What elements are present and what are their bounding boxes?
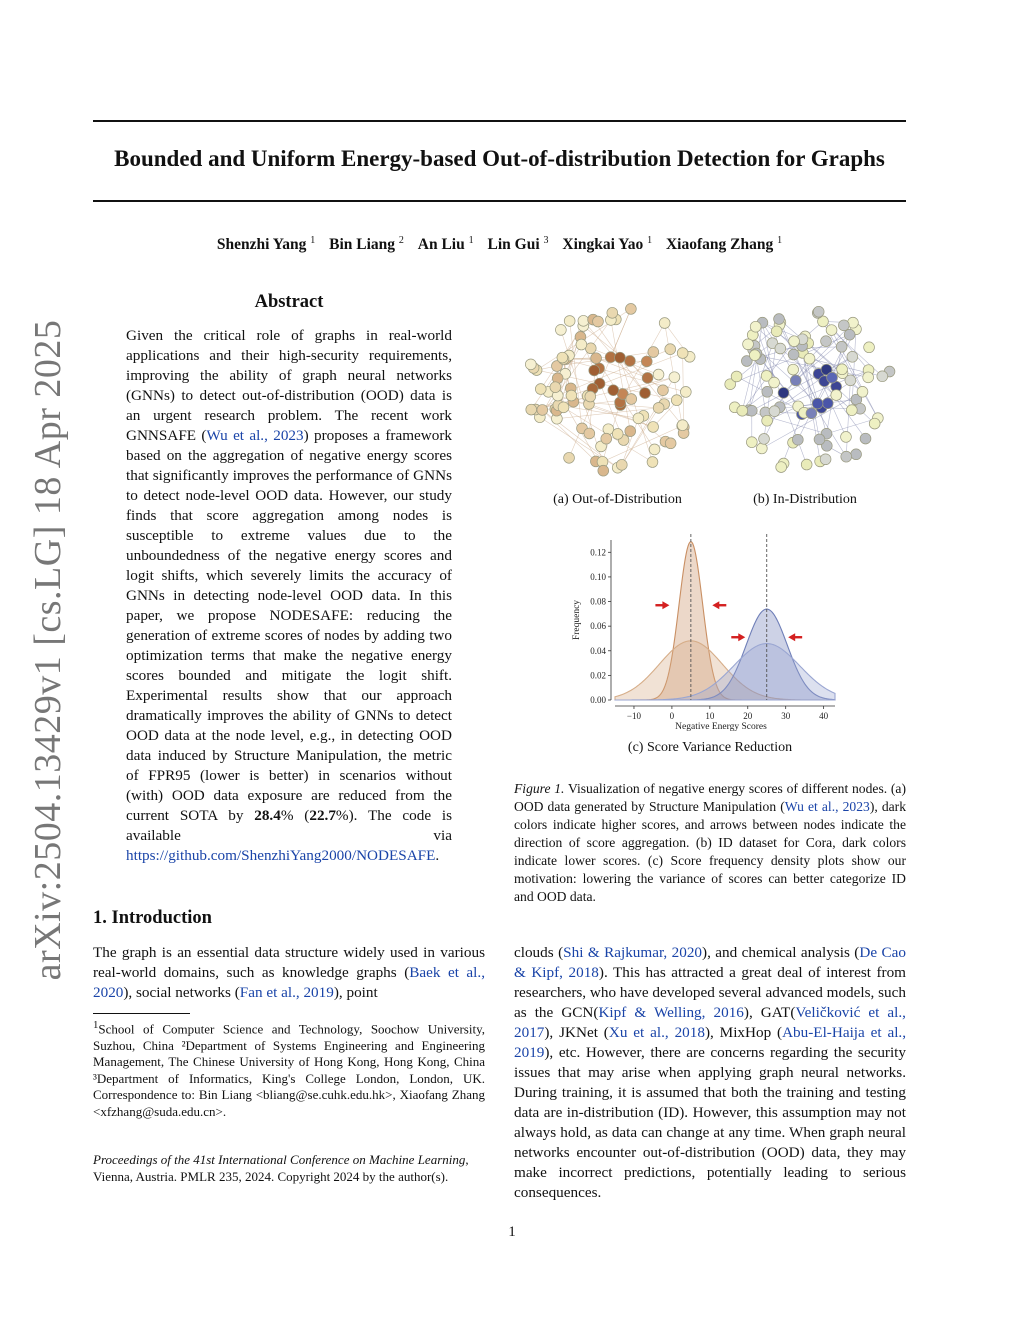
graph-node [589,365,600,376]
y-tick-label: 0.10 [590,571,606,582]
page-number: 1 [508,1224,516,1240]
x-tick-label: −10 [626,711,642,721]
graph-node [845,375,856,386]
graph-node [776,462,787,473]
author: An Liu $^1$ [417,235,474,254]
proceedings-note: Proceedings of the 41st International Conference on Machine Learning, Vienna, Austria. PMLR 235, 2024. Copyright 2024 by the author(s). [93,1152,469,1184]
graph-node [665,438,676,449]
graph-node [846,405,857,416]
y-axis-label: Frequency [572,599,582,641]
y-tick-label: 0.00 [590,695,606,705]
graph-node [737,405,748,416]
graph-node [769,377,780,388]
graph-node [789,336,800,347]
graph-node [826,325,837,336]
graph-node [576,339,587,350]
graph-node [756,443,767,454]
graph-node [788,364,799,375]
x-tick-label: 10 [705,711,715,721]
graph-node [537,405,548,416]
citation-link[interactable]: Kipf & Welling, 2016 [598,1004,744,1021]
graph-node [558,402,569,413]
graph-node [525,359,536,370]
author: Xiaofang Zhang $^1$ [665,235,783,254]
footnote-rule [93,1013,190,1014]
code-link[interactable]: https://github.com/ShenzhiYang2000/NODESAFE [126,847,436,864]
graph-node [616,459,627,470]
intro-paragraph-left: The graph is an essential data structure widely used in various real-world domains, such as knowledge graphs (Baek et al., 2020), social networks (Fan et al., 2019), point [93,944,485,1001]
graph-node [831,390,842,401]
y-tick-label: 0.12 [590,547,606,558]
citation-link[interactable]: Xu et al., 2018 [608,1024,705,1041]
graph-node [847,351,858,362]
graph-node [844,329,855,340]
graph-node [877,371,888,382]
graph-node [806,408,817,419]
citation-link[interactable]: Veličković et al., 2017 [514,1004,906,1041]
graph-node [869,418,880,429]
graph-node [851,449,862,460]
section-heading-introduction: 1. Introduction [93,908,212,928]
graph-node [593,316,604,327]
graph-node [615,352,626,363]
affiliation-footnote: $^1$School of Computer Science and Technology, Soochow University, Suzhou, China ²Department of Systems Engineering and Engineering Management, The Chinese University of Hong Kong, Hong Kong, China ³Department of Informatics, King's College London, London, UK. Correspondence to: Bin Liang <bliang@se.cuhk.edu.hk>, Xiaofang Zhang <xfzhang@suda.edu.cn>. [93,1019,485,1119]
graph-visualizations [520,298,910,488]
graph-node [625,304,636,315]
subfigure-a-caption: (a) Out-of-Distribution [553,492,682,507]
author-list [93,235,906,254]
graph-node [564,316,575,327]
graph-node [550,382,561,393]
graph-node [653,369,664,380]
x-tick-label: 30 [781,711,791,721]
paper-title: Bounded and Uniform Energy-based Out-of-distribution Detection for Graphs [114,146,885,171]
graph-node [778,387,789,398]
graph-node [612,428,623,439]
graph-node [578,315,589,326]
graph-node [750,321,761,332]
graph-node [790,375,801,386]
graph-node [837,364,848,375]
graph-node [841,431,852,442]
graph-node [665,344,676,355]
citation-link[interactable]: Wu et al., 2023 [784,799,870,814]
graph-node [584,428,595,439]
figure-caption: Figure 1. Visualization of negative energy scores of different nodes. (a) OOD data generated by Structure Manipulation (Wu et al., 2023), dark colors indicate higher scores, and arrows between nodes indicate the direction of score aggregation. (b) ID dataset for Cora, dark colors indicate lower scores. (c) Score frequency density plots show our motivation: lowering the variance of scores can better categorize ID and OOD data. [514,781,907,904]
score-density-chart [565,525,855,735]
graph-node [608,385,619,396]
graph-node [633,413,644,424]
graph-node [658,385,669,396]
graph-node [535,384,546,395]
graph-node [801,459,812,470]
graph-node [812,398,823,409]
graph-node [769,406,780,417]
graph-node [677,348,688,359]
id-graph [725,306,895,472]
graph-node [680,387,691,398]
graph-node [671,395,682,406]
graph-node [827,372,838,383]
graph-node [653,402,664,413]
graph-node [659,318,670,329]
graph-node [762,386,773,397]
graph-node [647,457,658,468]
graph-node [669,372,680,383]
graph-node [591,353,602,364]
graph-node [626,394,637,405]
graph-node [788,349,799,360]
x-tick-label: 0 [669,711,675,721]
graph-node [759,434,770,445]
graph-node [771,326,782,337]
graph-node [836,341,847,352]
y-tick-label: 0.04 [590,645,606,656]
graph-node [792,434,803,445]
title-top-rule [93,120,906,122]
graph-node [601,433,612,444]
author: Bin Liang $^2$ [329,235,404,254]
x-axis-label: Negative Energy Scores [675,722,767,732]
ood-graph [525,304,695,477]
y-tick-label: 0.02 [590,670,606,681]
aggregation-arrow [655,601,669,609]
graph-node [814,434,825,445]
subfigure-b-caption: (b) In-Distribution [753,492,857,507]
citation-link[interactable]: Abu-El-Haija et al., 2019 [514,1024,907,1061]
x-tick-label: 20 [743,711,753,721]
graph-node [557,352,568,363]
graph-node [566,390,577,401]
graph-node [838,320,849,331]
intro-paragraph-right: clouds (Shi & Rajkumar, 2020), and chemical analysis (De Cao & Kipf, 2018). This has attracted a great deal of interest from researchers, who have developed several advanced models, such as the GCN(Kipf & Welling, 2016), GAT(Veličković et al., 2017), JKNet (Xu et al., 2018), MixHop (Abu-El-Haija et al., 2019), etc. However, there are concerns regarding the security issues that may arise when applying graph neural networks. During training, it is assumed that both the training and testing data are in-distribution (ID). However, this assumption may not always hold, as data can change at any time. When graph neural networks encounter out-of-distribution (OOD) data, they may make incorrect predictions, potentially leading to serious consequences. [514,944,907,1201]
graph-node [863,372,874,383]
author: Shenzhi Yang $^1$ [216,235,316,254]
abstract-body: Given the critical role of graphs in real-world applications and their high-security requirements, improving the ability of graph neural networks (GNNs) to detect out-of-distribution (OOD) data is an urgent research problem. The recent work GNNSAFE (Wu et al., 2023) proposes a framework based on the aggregation of negative energy scores that significantly improves the performance of GNNs to detect node-level OOD data. However, our study finds that score aggregation among nodes is susceptible to extreme values due to the unboundedness of the negative energy scores and logit shifts, which severely limits the accuracy of GNNs in detecting node-level OOD data. In this paper, we propose NODESAFE: reducing the generation of extreme scores of nodes by adding two optimization terms that make the negative energy scores bounded and mitigate the logit shift. Experimental results show that our approach dramatically improves the ability of GNNs to detect OOD data at the node level, e.g., in detecting OOD data induced by Structure Manipulation, the metric of FPR95 (lower is better) in scenarios without (with) OOD data exposure are reduced from the current SOTA by 28.4% (22.7%). The code is available via https://github.com/ShenzhiYang2000/NODESAFE. [126,327,452,864]
graph-node [746,437,757,448]
graph-node [857,386,868,397]
graph-node [564,452,575,463]
graph-node [749,350,760,361]
graph-node [641,356,652,367]
graph-node [821,336,832,347]
graph-node [822,398,833,409]
graph-node [731,371,742,382]
author: Xingkai Yao $^1$ [562,235,653,254]
graph-node [640,388,651,399]
graph-node [860,433,871,444]
graph-node [649,444,660,455]
graph-node [598,465,609,476]
graph-node [820,454,831,465]
graph-edge [846,380,850,456]
y-tick-label: 0.08 [590,596,606,607]
citation-link[interactable]: Wu et al., 2023 [206,427,304,444]
graph-node [642,372,653,383]
aggregation-arrow [731,633,745,641]
graph-node [625,426,636,437]
graph-node [813,306,824,317]
citation-link[interactable]: De Cao & Kipf, 2018 [514,944,906,981]
citation-link[interactable]: Fan et al., 2019 [239,984,334,1001]
graph-node [625,356,636,367]
graph-node [762,415,773,426]
graph-node [555,324,566,335]
aggregation-arrow [788,633,802,641]
graph-node [804,353,815,364]
title-bottom-rule [93,200,906,202]
citation-link[interactable]: Baek et al., 2020 [93,964,485,1001]
arxiv-identifier: arXiv:2504.13429v1 [cs.LG] 18 Apr 2025 [27,319,69,981]
y-tick-label: 0.06 [590,621,606,632]
citation-link[interactable]: Shi & Rajkumar, 2020 [563,944,703,961]
graph-node [526,404,537,415]
aggregation-arrow [712,601,726,609]
graph-node [743,339,754,350]
x-tick-label: 40 [819,711,829,721]
graph-node [648,347,659,358]
graph-node [607,307,618,318]
graph-node [864,342,875,353]
graph-node [841,451,852,462]
graph-node [774,314,785,325]
subfigure-c-caption: (c) Score Variance Reduction [627,740,793,755]
author: Lin Gui $^3$ [487,235,549,254]
graph-node [585,391,596,402]
abstract-heading: Abstract [254,292,324,312]
graph-node [648,422,659,433]
graph-node [775,343,786,354]
graph-node [677,420,688,431]
